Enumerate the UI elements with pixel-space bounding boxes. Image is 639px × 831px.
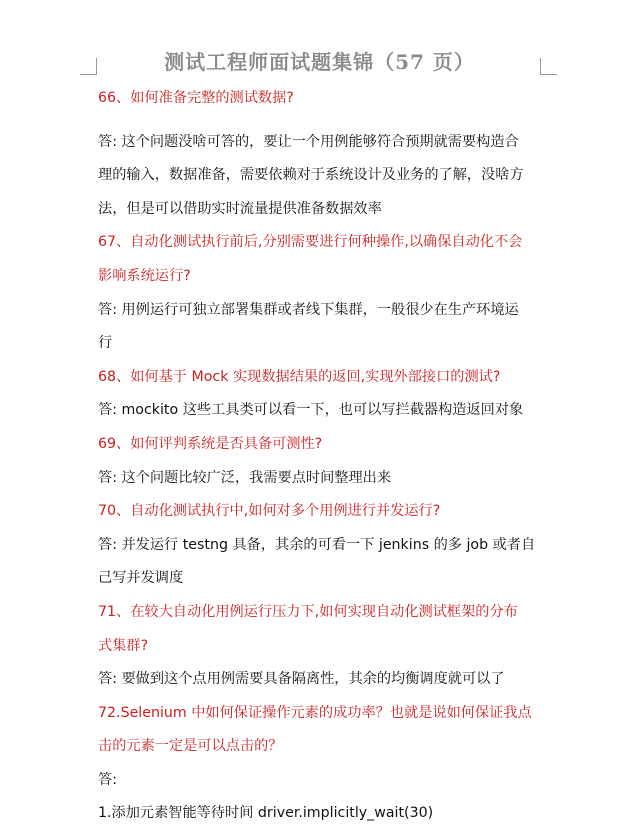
qa-item-71 [98,596,546,697]
question-text: 式集群? [98,637,149,654]
question-text: 67、自动化测试执行前后,分别需要进行何种操作,以确保自动化不会 [98,234,523,251]
answer-text: 理的输入，数据准备，需要依赖对于系统设计及业务的了解，没啥方 [98,167,524,184]
answer-text: 己写并发调度 [98,570,184,587]
answer-text: 答: [98,771,117,788]
answer-text: 行 [98,335,113,352]
answer-text: 答: 并发运行 testng 具备，其余的可看一下 jenkins 的多 job 或者自 [98,536,536,553]
question-text: 72.Selenium 中如何保证操作元素的成功率？也就是说如何保证我点 [98,704,532,721]
question-text: 71、在较大自动化用例运行压力下,如何实现自动化测试框架的分布 [98,603,518,620]
question-text: 70、自动化测试执行中,如何对多个用例进行并发运行? [98,503,441,520]
qa-item-67 [98,226,546,360]
qa-item-68 [98,361,546,428]
question-text: 66、如何准备完整的测试数据? [98,90,294,106]
answer-text: 答: 这个问题没啥可答的，要让一个用例能够符合预期就需要构造合 [98,133,519,150]
qa-item-66 [98,82,546,226]
page-title: 测试工程师面试题集锦（57 页） [164,50,475,74]
qa-content [98,82,546,831]
qa-item-69 [98,428,546,495]
answer-text: 答: 用例运行可独立部署集群或者线下集群，一般很少在生产环境运 [98,301,519,318]
answer-text: 法，但是可以借助实时流量提供准备数据效率 [98,200,382,217]
answer-text: 答: mockito 这些工具类可以看一下，也可以写拦截器构造返回对象 [98,402,524,419]
qa-item-70 [98,495,546,596]
answer-text: 答: 这个问题比较广泛，我需要点时间整理出来 [98,469,392,486]
question-text: 69、如何评判系统是否具备可测性? [98,435,323,452]
qa-item-72 [98,697,546,831]
answer-text: 1.添加元素智能等待时间 driver.implicitly_wait(30) [98,805,434,822]
answer-text: 答: 要做到这个点用例需要具备隔离性，其余的均衡调度就可以了 [98,671,505,688]
question-text: 68、如何基于 Mock 实现数据结果的返回,实现外部接口的测试? [98,368,501,385]
question-text: 影响系统运行? [98,267,191,284]
question-text: 击的元素一定是可以点击的？ [98,738,283,755]
